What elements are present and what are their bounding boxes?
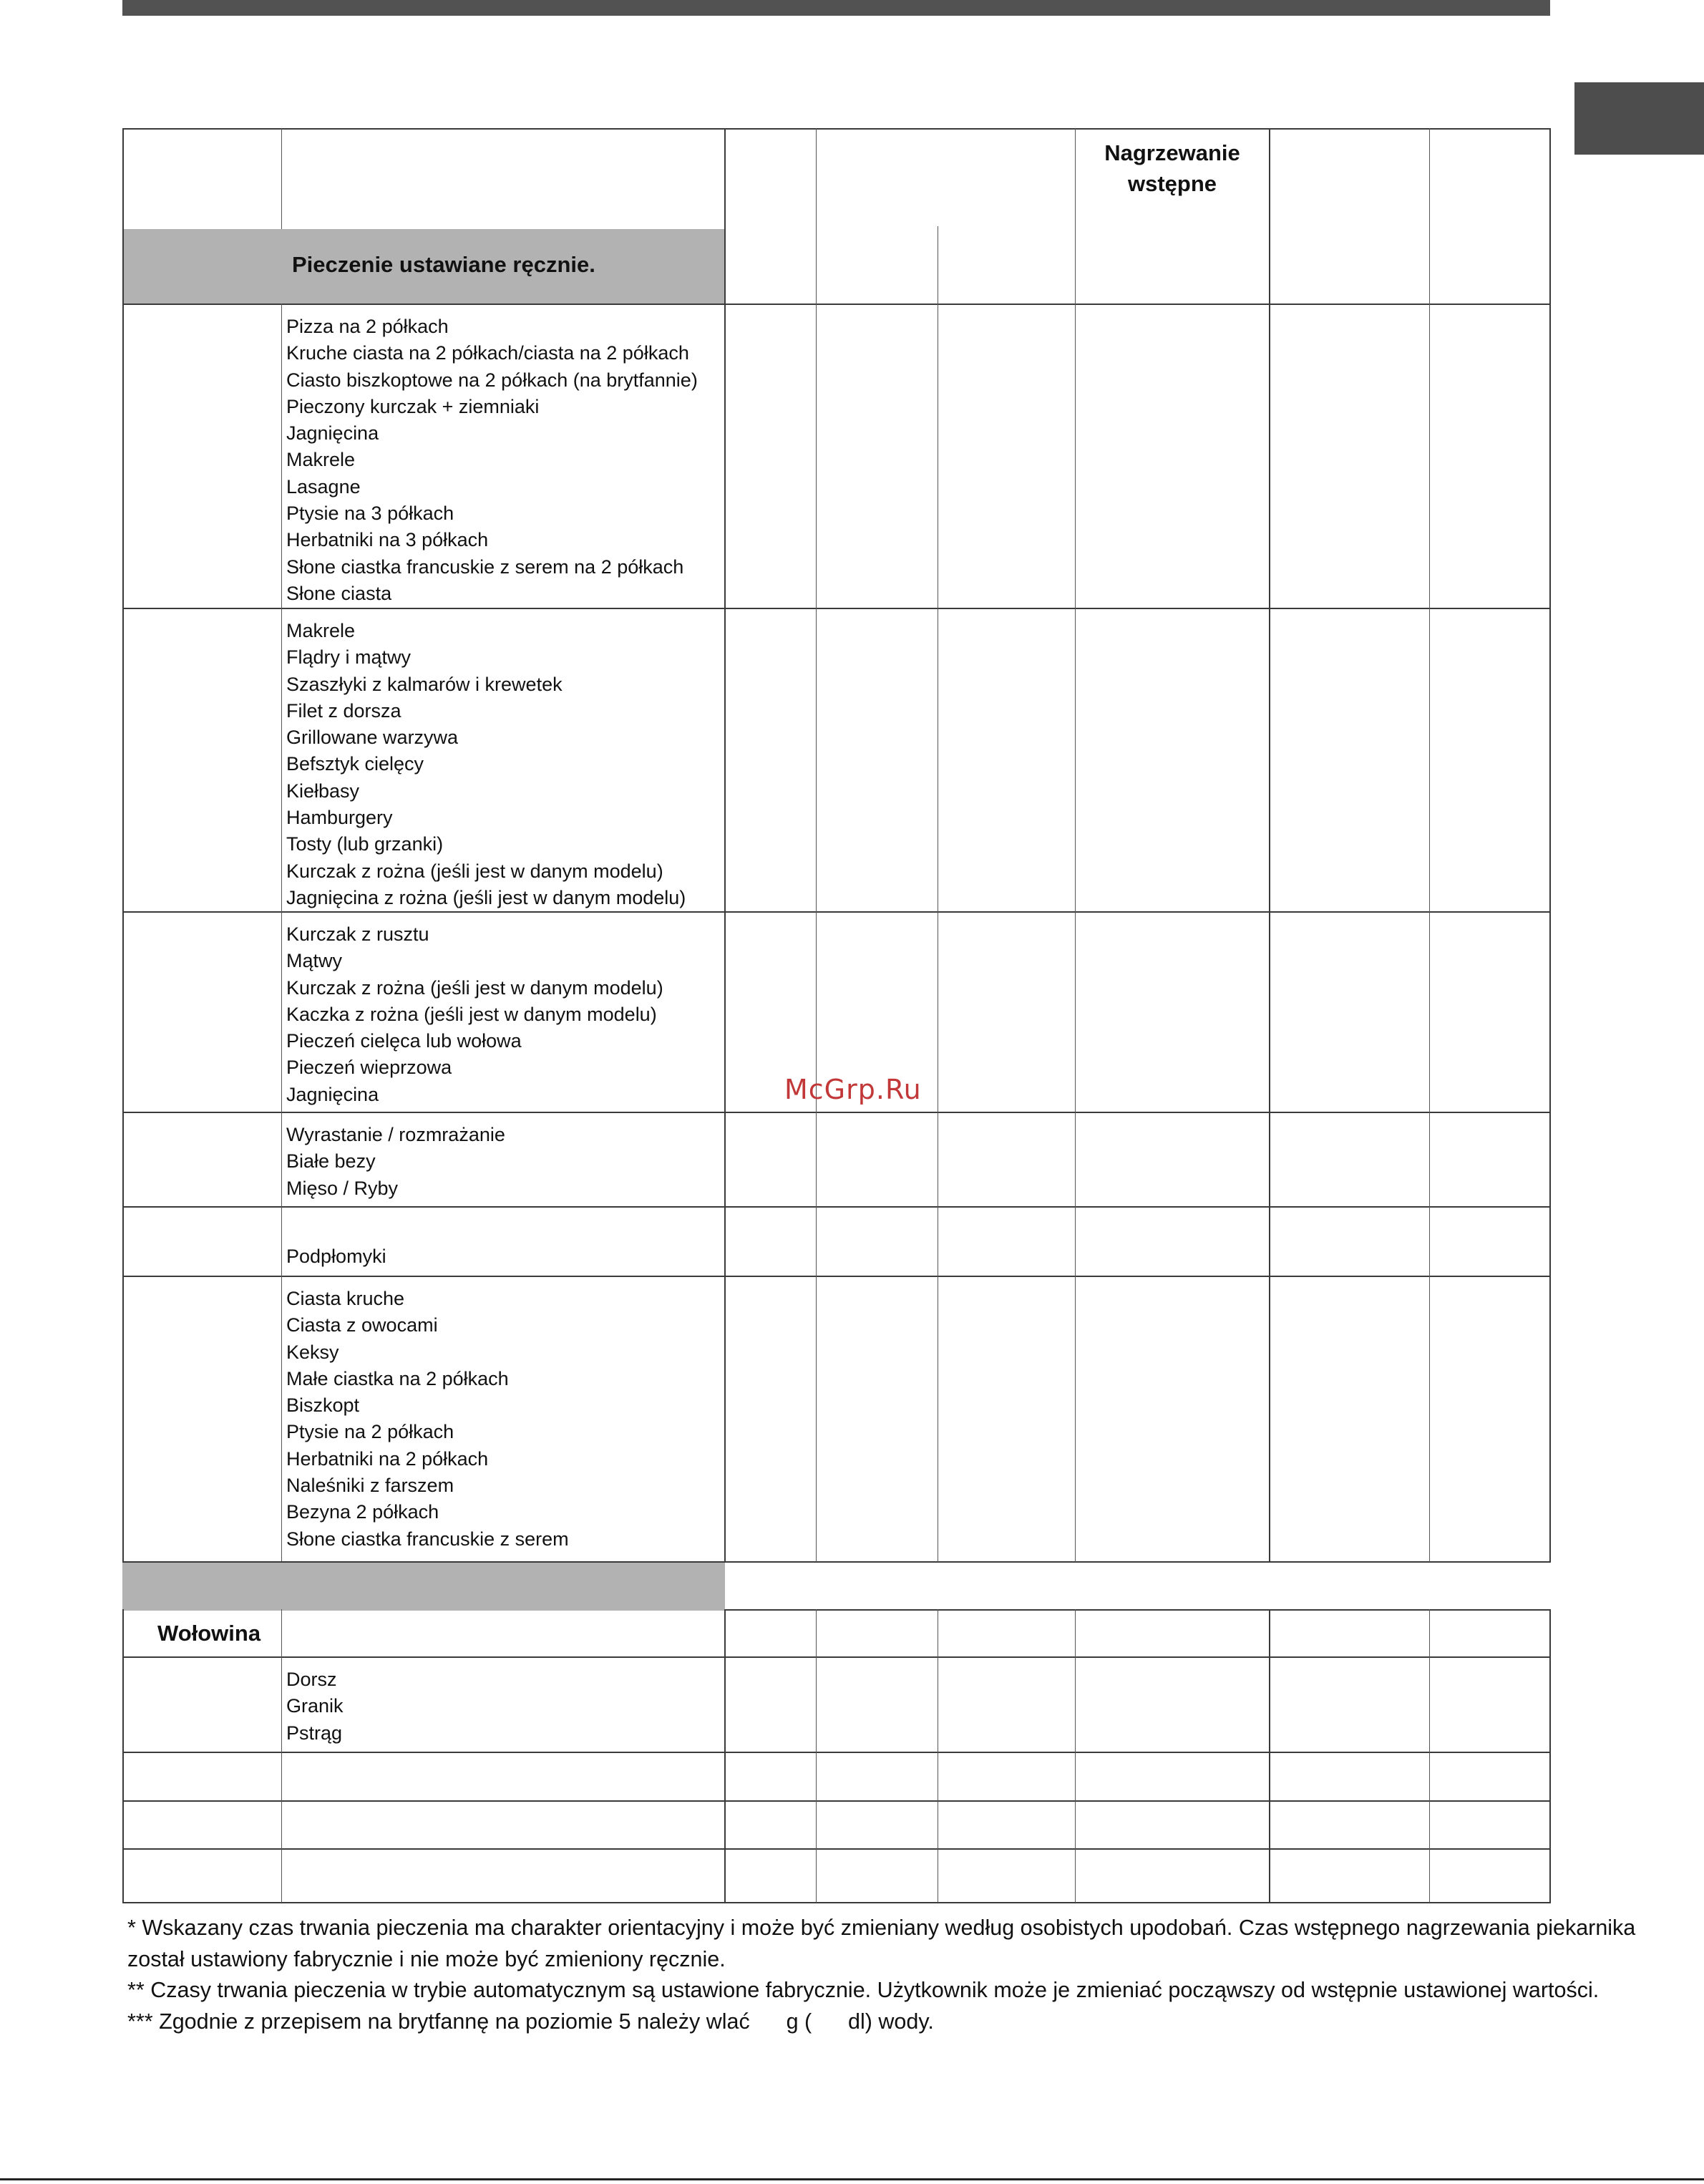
row-line xyxy=(122,1112,1551,1113)
col-line xyxy=(1075,1609,1076,1903)
row-line xyxy=(122,1276,1551,1277)
list-item: Kiełbasy xyxy=(286,780,360,802)
row-line xyxy=(122,1561,1551,1563)
footnote-3: *** Zgodnie z przepisem na brytfannę na poziomie 5 należy wlać g ( dl) wody. xyxy=(127,2009,934,2034)
beef-label: Wołowina xyxy=(157,1621,261,1646)
list-item: Ptysie na 3 półkach xyxy=(286,503,454,525)
col-line xyxy=(281,128,282,229)
row-line xyxy=(122,1609,725,1611)
list-item: Słone ciasta xyxy=(286,582,392,604)
list-item: Szaszłyki z kalmarów i krewetek xyxy=(286,673,563,695)
preheat-header: Nagrzewanie wstępne xyxy=(1104,140,1240,196)
table-right-border xyxy=(1549,128,1551,1562)
col-line xyxy=(281,1609,282,1903)
row-line xyxy=(122,1656,1551,1658)
table-bottom-border xyxy=(122,1902,1551,1903)
col-line xyxy=(816,1609,817,1903)
list-item: Grillowane warzywa xyxy=(286,727,459,749)
list-item: Małe ciastka na 2 półkach xyxy=(286,1367,509,1389)
row-line xyxy=(122,1800,1551,1802)
list-item: Ciasto biszkoptowe na 2 półkach (na brytfannie) xyxy=(286,369,698,391)
recipe-group-6 xyxy=(286,1286,569,1553)
table-right-border xyxy=(1549,1609,1551,1903)
watermark: McGrp.Ru xyxy=(784,1074,922,1105)
table-left-border xyxy=(122,128,124,1561)
list-item: Filet z dorsza xyxy=(286,699,401,722)
list-item: Bezyna 2 półkach xyxy=(286,1501,439,1523)
side-tab xyxy=(1574,82,1704,155)
list-item: Herbatniki na 3 półkach xyxy=(286,529,489,551)
col-line xyxy=(1269,1609,1270,1903)
recipe-group-3 xyxy=(286,921,663,1108)
list-item: Kruche ciasta na 2 półkach/ciasta na 2 półkach xyxy=(286,342,689,364)
manual-section-title: Pieczenie ustawiane ręcznie. xyxy=(292,252,595,277)
table-top-border xyxy=(122,128,1551,130)
list-item: Kaczka z rożna (jeśli jest w danym modelu) xyxy=(286,1003,657,1025)
fish-group xyxy=(286,1666,344,1747)
list-item: Herbatniki na 2 półkach xyxy=(286,1447,489,1470)
footnote-2: ** Czasy trwania pieczenia w trybie automatycznym są ustawione fabrycznie. Użytkownik może je zmieniać począwszy od wstępnie ustawionej wartości. xyxy=(127,1978,1600,2002)
list-item: Dorsz xyxy=(286,1669,337,1690)
list-item: Słone ciastka francuskie z serem na 2 półkach xyxy=(286,555,684,578)
top-bar xyxy=(122,0,1550,16)
list-item: Kurczak z rożna (jeśli jest w danym modelu) xyxy=(286,860,663,882)
col-line xyxy=(1429,1609,1430,1903)
list-item: Naleśniki z farszem xyxy=(286,1475,454,1497)
col-line xyxy=(1429,128,1430,1562)
footnotes xyxy=(127,1913,1635,2037)
list-item: Pieczeń wieprzowa xyxy=(286,1057,452,1079)
list-item: Podpłomyki xyxy=(286,1246,386,1267)
recipe-group-5 xyxy=(286,1243,386,1270)
list-item: Makrele xyxy=(286,449,356,471)
list-item: Ptysie na 2 półkach xyxy=(286,1421,454,1443)
list-item: Ciasta z owocami xyxy=(286,1314,438,1336)
footnote-1-cont: został ustawiony fabrycznie i nie może być zmieniony ręcznie. xyxy=(127,1946,726,1971)
list-item: Kurczak z rożna (jeśli jest w danym modelu) xyxy=(286,976,663,999)
list-item: Lasagne xyxy=(286,475,361,498)
list-item: Pieczeń cielęca lub wołowa xyxy=(286,1030,522,1052)
col-line xyxy=(281,304,282,1561)
col-line xyxy=(724,128,726,1562)
list-item: Pieczony kurczak + ziemniaki xyxy=(286,395,540,417)
bottom-rule xyxy=(0,2178,1704,2180)
col-line xyxy=(1075,128,1076,1562)
footnote-1: * Wskazany czas trwania pieczenia ma charakter orientacyjny i może być zmieniany według osobistych upodobań. Czas wstępnego nagrzewania piekarnika xyxy=(127,1916,1636,1940)
list-item: Białe bezy xyxy=(286,1150,376,1173)
list-item: Jagnięcina xyxy=(286,1083,379,1105)
list-item: Makrele xyxy=(286,620,356,641)
list-item: Wyrastanie / rozmrażanie xyxy=(286,1124,505,1145)
list-item: Mięso / Ryby xyxy=(286,1177,399,1199)
row-line xyxy=(122,1752,1551,1753)
row-line xyxy=(122,1848,1551,1850)
recipe-group-2 xyxy=(286,618,686,911)
row-line xyxy=(122,304,1551,305)
auto-section-header xyxy=(122,1562,725,1609)
recipe-group-4 xyxy=(286,1122,505,1202)
row-line xyxy=(122,608,1551,609)
list-item: Kurczak z rusztu xyxy=(286,923,429,945)
col-line xyxy=(1269,128,1270,1562)
list-item: Mątwy xyxy=(286,950,343,972)
row-line xyxy=(122,1206,1551,1208)
recipe-group-1 xyxy=(286,314,698,607)
list-item: Biszkopt xyxy=(286,1394,360,1417)
list-item: Jagnięcina xyxy=(286,422,379,445)
list-item: Keksy xyxy=(286,1341,339,1363)
list-item: Flądry i mątwy xyxy=(286,646,412,669)
list-item: Tosty (lub grzanki) xyxy=(286,833,444,855)
list-item: Słone ciastka francuskie z serem xyxy=(286,1528,569,1550)
list-item: Granik xyxy=(286,1695,344,1717)
list-item: Hamburgery xyxy=(286,807,393,829)
list-item: Jagnięcina z rożna (jeśli jest w danym modelu) xyxy=(286,886,686,908)
list-item: Pizza na 2 półkach xyxy=(286,316,449,337)
row-line xyxy=(725,1609,1551,1611)
table-left-border xyxy=(122,1609,124,1903)
list-item: Ciasta kruche xyxy=(286,1288,405,1309)
col-line xyxy=(816,128,817,1562)
row-line xyxy=(122,911,1551,913)
list-item: Pstrąg xyxy=(286,1722,343,1744)
list-item: Befsztyk cielęcy xyxy=(286,753,424,775)
col-line xyxy=(724,1609,726,1903)
